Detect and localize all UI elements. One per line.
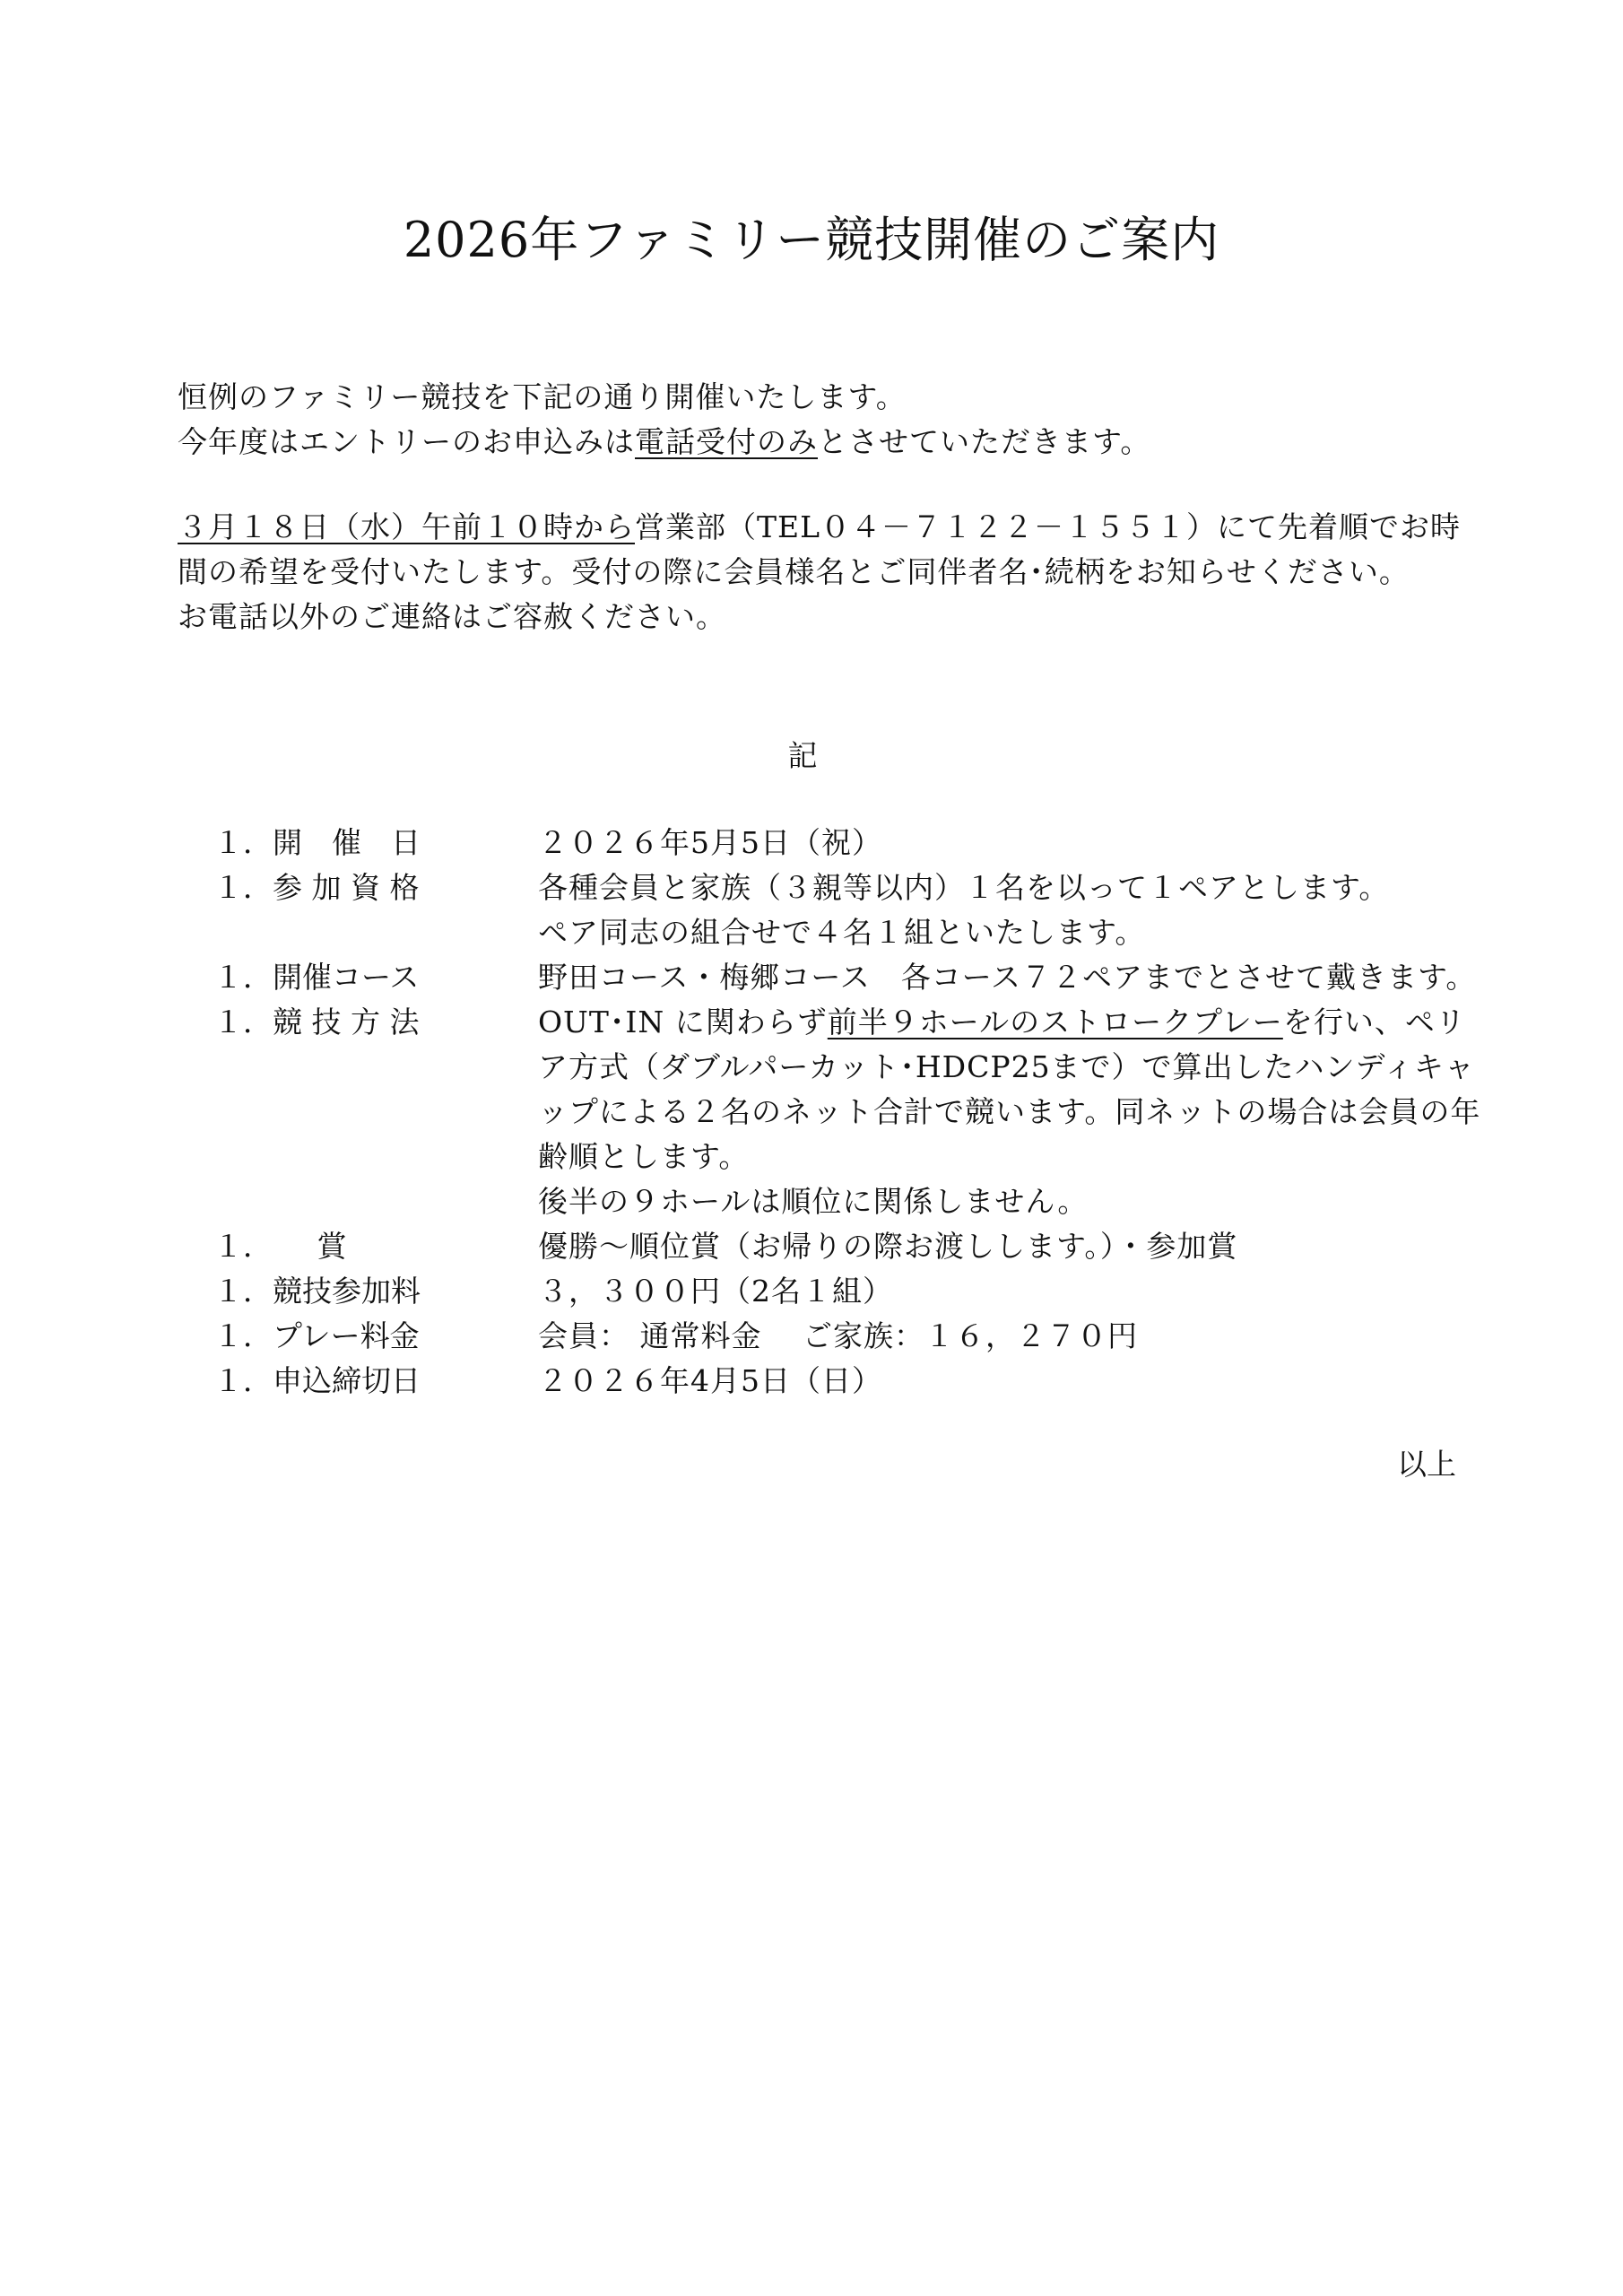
contact-line-3: お電話以外のご連絡はご容赦ください。 (178, 599, 726, 634)
detail-value: 優勝～順位賞（お帰りの際お渡しします。）・参加賞 (538, 1229, 1238, 1264)
contact-line-1 (178, 505, 1469, 550)
detail-row-course (0, 955, 1623, 1000)
method-line-1-post: を行い、ペリ (1282, 1004, 1466, 1039)
closing-ijou: 以上 (1397, 1447, 1456, 1482)
intro-line-2-post: とさせていただきます。 (818, 424, 1151, 459)
intro-line-2-pre: 今年度はエントリーのお申込みは (178, 424, 635, 459)
detail-value: ア方式（ダブルパーカット･HDCP25まで）で算出したハンディキャ (538, 1049, 1475, 1084)
detail-row-method-cont (0, 1090, 1623, 1135)
detail-label: １． 賞 (213, 1229, 347, 1264)
detail-value: ２０２６年4月5日（日） (538, 1363, 882, 1398)
contact-paragraph (178, 505, 1469, 639)
detail-value: 後半の９ホールは順位に関係しません。 (538, 1184, 1089, 1219)
detail-row-eligibility-cont (0, 910, 1623, 955)
detail-label: １．競技参加料 (213, 1274, 421, 1309)
contact-line-2: 間の希望を受付いたします。受付の際に会員様名とご同伴者名･続柄をお知らせください。 (178, 554, 1410, 589)
details-list (0, 821, 1623, 1404)
detail-value: 会員： 通常料金 ご家族：１６，２７０円 (538, 1318, 1138, 1353)
intro-line-2 (178, 420, 1469, 465)
ki-heading: 記 (787, 738, 818, 773)
contact-start-datetime: ３月１８日（水）午前１０時から (178, 509, 635, 544)
intro-paragraph (178, 375, 1469, 465)
detail-label: １．参 加 資 格 (213, 870, 420, 905)
contact-line-1-post: 営業部（TEL０４－７１２２－１５５１）にて先着順でお時 (635, 509, 1462, 544)
detail-row-prize (0, 1224, 1623, 1269)
detail-value: ペア同志の組合せで４名１組といたします。 (538, 915, 1146, 950)
detail-value: ２０２６年5月5日（祝） (538, 825, 882, 860)
detail-value: ３，３００円（2名１組） (538, 1274, 893, 1309)
detail-value (538, 1000, 1466, 1045)
detail-value: 野田コース・梅郷コース 各コース７２ペアまでとさせて戴きます。 (538, 960, 1477, 995)
detail-label: １．競 技 方 法 (213, 1004, 420, 1039)
detail-label: １．プレー料金 (213, 1318, 420, 1353)
intro-line-1: 恒例のファミリー競技を下記の通り開催いたします。 (178, 379, 907, 414)
detail-row-method-cont (0, 1045, 1623, 1090)
detail-row-date (0, 821, 1623, 865)
detail-row-eligibility (0, 865, 1623, 910)
detail-row-method-cont (0, 1179, 1623, 1224)
page-title: 2026年ファミリー競技開催のご案内 (403, 212, 1220, 268)
detail-label: １．開催コース (213, 960, 420, 995)
detail-row-method-cont (0, 1135, 1623, 1179)
detail-row-deadline (0, 1359, 1623, 1404)
detail-row-entry-fee (0, 1269, 1623, 1314)
method-emphasis: 前半９ホールのストロークプレー (827, 1004, 1283, 1039)
detail-value: ップによる２名のネット合計で競います。同ネットの場合は会員の年 (538, 1094, 1481, 1129)
detail-row-play-fee (0, 1314, 1623, 1359)
detail-value: 各種会員と家族（３親等以内）１名を以って１ペアとします。 (538, 870, 1390, 905)
detail-value: 齢順とします。 (538, 1139, 750, 1174)
intro-emphasis-phone-only: 電話受付のみ (635, 424, 818, 459)
detail-row-method (0, 1000, 1623, 1045)
method-line-1-pre: OUT･IN に関わらず (538, 1004, 828, 1039)
detail-label: １．開 催 日 (213, 825, 421, 860)
detail-label: １．申込締切日 (213, 1363, 421, 1398)
